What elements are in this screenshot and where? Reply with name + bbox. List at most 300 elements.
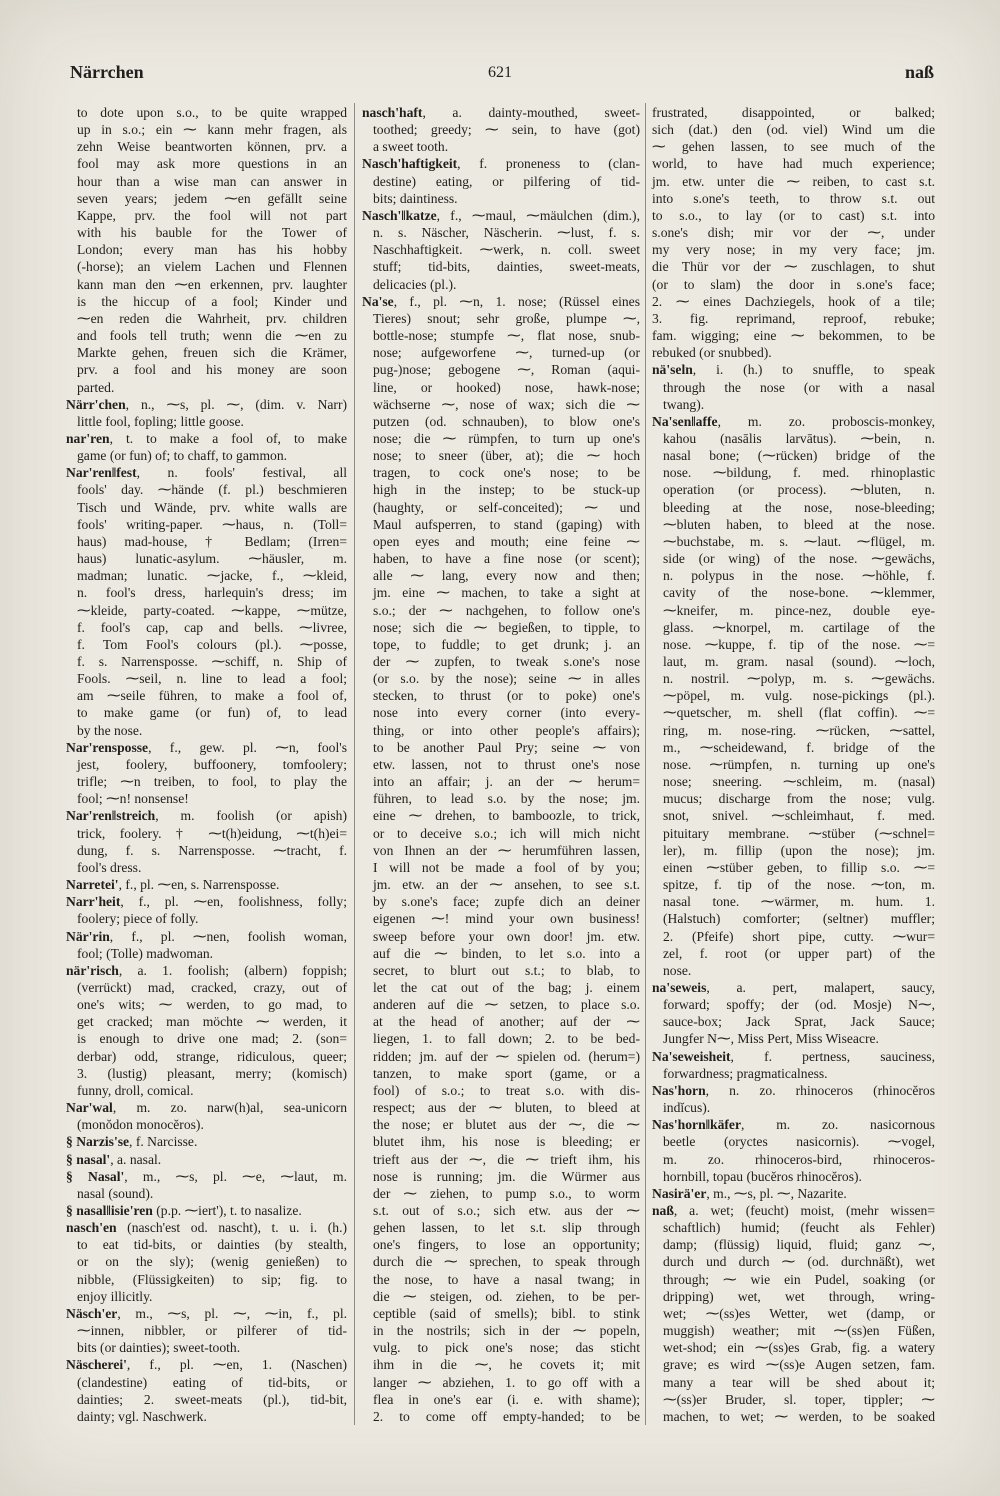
entry-line-row <box>77 155 347 172</box>
entry-line-row <box>373 224 640 241</box>
entry-line: ⁓buchstabe, m. s. ⁓laut. ⁓flügel, m. <box>663 533 935 549</box>
headword: nasch'haft <box>362 105 423 120</box>
entry-line-row <box>663 1322 935 1339</box>
entry-line: is the hiccup of a fool; Kinder und <box>77 293 347 309</box>
entry-line: or to deceive s.o.; ich will mich nicht <box>373 825 640 841</box>
entry-line-row <box>77 1082 347 1099</box>
entry-line: rebuked (or snubbed). <box>652 345 772 361</box>
entry-line-row <box>652 173 935 190</box>
entry-line: sauce-box; Jack Sprat, Jack Sauce; <box>663 1014 935 1030</box>
entry-line-row <box>373 1202 640 1219</box>
entry-line: m., ⁓scheidewand, f. bridge of the <box>663 739 935 755</box>
entry-line-row <box>77 1253 347 1270</box>
entry-line: (-horse); an vielem Lachen und Flennen <box>77 259 347 275</box>
entry-line: nose; die ⁓ rümpfen, to turn up one's <box>373 430 640 446</box>
entry-line: Nasirä'er, m., ⁓s, pl. ⁓, Nazarite. <box>652 1185 847 1201</box>
entry-line-row <box>77 1185 347 1202</box>
entry-line-row <box>652 190 935 207</box>
running-head-right: naß <box>904 62 934 82</box>
entry-line: kahou (nasālis larvātus). ⁓bein, n. <box>663 430 935 446</box>
entry-line-row <box>77 276 347 293</box>
entry-line: Nasch'‖katze, f., ⁓maul, ⁓mäulchen (dim.), <box>362 207 640 223</box>
dictionary-entry <box>66 807 347 876</box>
dictionary-entry <box>652 1048 935 1082</box>
entry-line: Naschhaftigkeit. ⁓werk, n. coll. sweet <box>373 242 640 258</box>
entry-line-row <box>652 1048 935 1065</box>
entry-line-row <box>77 859 347 876</box>
entry-line: fam. wigging; eine ⁓ bekommen, to be <box>652 328 935 344</box>
entry-line: 3. (lustig) pleasant, merry; (komisch) <box>77 1065 347 1081</box>
entry-line: § nasal‖isie'ren (p.p. ⁓iert'), t. to nasalize. <box>66 1203 302 1218</box>
entry-line: muggish) weather; mit ⁓(ss)en Füßen, <box>663 1323 935 1339</box>
headword: § Nasal' <box>66 1168 125 1184</box>
entry-line: one's fingers, to lose an opportunity; <box>373 1237 640 1253</box>
entry-line-row <box>652 155 935 172</box>
entry-line: när'risch, a. 1. foolish; (albern) foppish; <box>66 962 347 978</box>
entry-line-row <box>373 1013 640 1030</box>
entry-line: etw. lassen, not to thrust one's nose <box>373 756 640 772</box>
entry-line-row <box>663 550 935 567</box>
entry-line-row <box>652 121 935 138</box>
entry-line: Nar'wal, m. zo. narw(h)al, sea-unicorn <box>66 1100 347 1116</box>
entry-line: nasal (sound). <box>77 1185 154 1201</box>
dictionary-entry <box>66 1133 347 1150</box>
entry-line: Närr'chen, n., ⁓s, pl. ⁓, (dim. v. Narr) <box>66 396 347 412</box>
entry-line-row <box>66 1305 347 1322</box>
entry-line: ihm in die ⁓, he covets it; mit <box>373 1357 640 1373</box>
entry-line-row <box>663 396 935 413</box>
entry-line-row <box>373 396 640 413</box>
entry-line: wächserne ⁓, nose of wax; sich die ⁓ <box>373 396 640 412</box>
entry-line: nose; sich die ⁓ begießen, to tipple, to <box>373 619 640 635</box>
entry-line: durch die ⁓ sprechen, to speak through <box>373 1254 640 1270</box>
entry-line-row <box>663 619 935 636</box>
entry-line: haus) lunatic-asylum. ⁓häusler, m. <box>77 551 347 567</box>
entry-line-row <box>663 447 935 464</box>
entry-line: dainties; 2. sweet-meats (pl.), tid-bit, <box>77 1391 347 1407</box>
entry-line: von Ihnen an der ⁓ herumführen lassen, <box>373 842 640 858</box>
headword: Nasirä'er <box>652 1185 707 1201</box>
entry-line-row <box>77 499 347 516</box>
entry-line-row <box>77 756 347 773</box>
entry-line-row <box>663 567 935 584</box>
dictionary-entry <box>66 739 347 808</box>
entry-line-row <box>77 619 347 636</box>
entry-line-row <box>663 499 935 516</box>
entry-line: a sweet tooth. <box>373 139 449 155</box>
entry-line: der ⁓ ziehen, to pump s.o., to worm <box>373 1185 640 1201</box>
headword: Nasch'haftigkeit <box>362 156 458 172</box>
entry-line: into s.one's teeth, to throw s.t. out <box>652 190 935 206</box>
entry-line: secret, to blurt out s.t.; to blab, to <box>373 962 640 978</box>
entry-line-row <box>66 962 347 979</box>
dictionary-entry <box>66 1202 347 1219</box>
entry-line-row <box>373 1048 640 1065</box>
entry-line: nar'ren, t. to make a fool of, to make <box>66 430 347 446</box>
entry-line-row <box>66 1099 347 1116</box>
headword: nar'ren <box>66 430 110 446</box>
entry-line: zehn Weise beantworten können, prv. a <box>77 139 347 155</box>
entry-line: indĭcus). <box>663 1100 711 1116</box>
entry-line-row <box>66 928 347 945</box>
dictionary-entry <box>66 1219 347 1305</box>
entry-line: nose; sneering. ⁓schleim, m. (nasal) <box>663 774 935 790</box>
headword: nä'seln <box>652 362 693 378</box>
entry-line: in the nostrils; sich in der ⁓ popeln, <box>373 1323 640 1339</box>
entry-line-row <box>373 464 640 481</box>
entry-line-row <box>663 962 935 979</box>
entry-line-row <box>66 1151 347 1168</box>
entry-line: ⁓ gehen lassen, to see much of the <box>652 139 935 155</box>
entry-line-row <box>66 430 347 447</box>
entry-line: n. fool's dress, harlequin's dress; im <box>77 585 347 601</box>
entry-line: langer ⁓ abziehen, 1. to go off with a <box>373 1374 640 1390</box>
entry-line-row <box>373 241 640 258</box>
entry-line: Näscherei', f., pl. ⁓en, 1. (Naschen) <box>66 1357 347 1373</box>
entry-line: dainty; vgl. Naschwerk. <box>77 1408 207 1424</box>
entry-line: snot, snivel. ⁓schleimhaut, f. med. <box>663 808 935 824</box>
entry-line: schaftlich) humid; (feucht als Fehler) <box>663 1220 935 1236</box>
entry-line: many a tear will be shed about it; <box>663 1374 935 1390</box>
entry-line: respect; aus der ⁓ bluten, to bleed at <box>373 1100 640 1116</box>
entry-line: to s.o., to lay (or to cast) s.t. into <box>652 207 935 223</box>
entry-line: or on the sly); (wenig genießen) to <box>77 1254 347 1270</box>
entry-line: nose. <box>663 962 692 978</box>
entry-line-row <box>663 1236 935 1253</box>
entry-line: n. s. Näscher, Näscherin. ⁓lust, f. s. <box>373 225 640 241</box>
entry-line-row <box>77 207 347 224</box>
entry-line: § nasal', a. nasal. <box>66 1151 162 1167</box>
entry-line: gehen lassen, to let s.t. slip through <box>373 1220 640 1236</box>
entry-line-row <box>373 430 640 447</box>
entry-line: führen, to lead s.o. by the nose; jm. <box>373 791 640 807</box>
entry-line: bleeding at the nose, nose-bleeding; <box>663 499 935 515</box>
column-3 <box>652 104 935 1425</box>
entry-line: glass. ⁓knorpel, m. cartilage of the <box>663 619 935 635</box>
entry-line: grave; es wird ⁓(ss)e Augen setzen, fam. <box>663 1357 935 1373</box>
entry-line-row <box>373 1030 640 1047</box>
entry-line-row <box>373 996 640 1013</box>
entry-line: trieft aus der ⁓, die ⁓ trieft ihm, his <box>373 1151 640 1167</box>
entry-line-row <box>663 893 935 910</box>
entry-line: ⁓kneifer, m. pince-nez, double eye- <box>663 602 935 618</box>
entry-line-row <box>373 584 640 601</box>
entry-line-row <box>652 979 935 996</box>
entry-line: bits (or dainties); sweet-tooth. <box>77 1340 241 1356</box>
entry-line: ceptible (said of smells); bibl. to stink <box>373 1305 640 1321</box>
entry-line-row <box>373 1271 640 1288</box>
dictionary-entry <box>66 928 347 962</box>
dictionary-entry <box>362 104 640 155</box>
entry-line-row <box>373 636 640 653</box>
entry-line-row <box>77 1013 347 1030</box>
entry-line-row <box>373 773 640 790</box>
entry-line: jm. etw. unter die ⁓ reiben, to cast s.t. <box>652 173 935 189</box>
entry-line: nose. ⁓rümpfen, n. turning up one's <box>663 756 935 772</box>
entry-line-row <box>652 361 935 378</box>
entry-line: fool) of s.o.; to treat s.o. with dis- <box>373 1082 640 1098</box>
entry-line-row <box>66 807 347 824</box>
entry-line: fool's dress. <box>77 859 142 875</box>
entry-line: nasch'en (nasch'est od. nascht), t. u. i. (h.) <box>66 1220 347 1236</box>
entry-line: Nar'ren‖streich, m. foolish (or apish) <box>66 808 347 824</box>
entry-line-row <box>663 704 935 721</box>
dictionary-entry <box>652 1185 935 1202</box>
entry-line: nibble, (Flüssigkeiten) to sip; fig. to <box>77 1271 347 1287</box>
entry-line: enjoy illicitly. <box>77 1288 153 1304</box>
dictionary-entry <box>652 1082 935 1116</box>
entry-line-row <box>373 979 640 996</box>
entry-line-row <box>77 653 347 670</box>
entry-line: När'rin, f., pl. ⁓nen, foolish woman, <box>66 928 347 944</box>
entry-line-row <box>77 533 347 550</box>
entry-line-row <box>663 1168 935 1185</box>
dictionary-entry <box>652 979 935 1048</box>
entry-line-row <box>373 619 640 636</box>
page-number: 621 <box>488 64 512 81</box>
entry-line-row <box>373 1151 640 1168</box>
entry-line-row <box>373 447 640 464</box>
entry-line-row <box>373 1339 640 1356</box>
entry-line-row <box>373 704 640 721</box>
entry-line-row <box>652 1185 935 1202</box>
headword: Na'se <box>362 293 394 309</box>
entry-line: hornbill, topau (bucĕros rhinocĕros). <box>663 1168 862 1184</box>
entry-line-row <box>77 790 347 807</box>
headword: nasch'en <box>66 1220 117 1236</box>
entry-line: 2. to come off empty-handed; to be <box>373 1408 640 1424</box>
entry-line-row <box>77 1048 347 1065</box>
entry-line: auf die ⁓ binden, to let s.o. into a <box>373 945 640 961</box>
entry-line: side (or wing) of the nose. ⁓gewächs, <box>663 551 935 567</box>
entry-line: hour than a wise man can answer in <box>77 173 347 189</box>
entry-line-row <box>373 859 640 876</box>
entry-line-row <box>373 533 640 550</box>
entry-line: eigenen ⁓! mind your own business! <box>373 911 640 927</box>
entry-line: 2. (Pfeife) short pipe, cutty. ⁓wur= <box>663 928 935 944</box>
entry-line: by s.one's face; zupfe dich an deiner <box>373 894 640 910</box>
column-1 <box>66 104 347 1425</box>
headword: Nar'wal <box>66 1100 113 1116</box>
headword: Na'sen‖affe <box>652 413 718 429</box>
headword: Nar'ren‖streich <box>66 808 156 824</box>
entry-line: nasal tone. ⁓wärmer, m. hum. 1. <box>663 894 935 910</box>
entry-line: game (or fun) of; to chaff, to gammon. <box>77 448 288 464</box>
entry-line-row <box>663 1253 935 1270</box>
entry-line-row <box>663 379 935 396</box>
entry-line-row <box>373 670 640 687</box>
entry-line: trifle; ⁓n treiben, to fool, to play the <box>77 774 347 790</box>
entry-line: fools' writing-paper. ⁓haus, n. (Toll= <box>77 516 347 532</box>
entry-line: spitze, f. tip of the nose. ⁓ton, m. <box>663 877 935 893</box>
entry-line-row <box>77 447 347 464</box>
entry-line-row <box>373 361 640 378</box>
entry-line: world, to have had much experience; <box>652 156 935 172</box>
entry-line-row <box>663 464 935 481</box>
entry-line: Fools. ⁓seil, n. line to lead a fool; <box>77 671 347 687</box>
entry-line-row <box>362 293 640 310</box>
entry-line-row <box>663 945 935 962</box>
entry-line: get cracked; man möchte ⁓ werden, it <box>77 1014 347 1030</box>
entry-line-row <box>66 1133 347 1150</box>
dictionary-entry <box>362 293 640 1425</box>
headword: § nasal' <box>66 1151 111 1167</box>
entry-line-row <box>373 550 640 567</box>
entry-line: madman; lunatic. ⁓jacke, f., ⁓kleid, <box>77 568 347 584</box>
entry-line-row <box>373 1219 640 1236</box>
entry-line-row <box>652 207 935 224</box>
entry-line-row <box>373 928 640 945</box>
entry-line: nasch'haft, a. dainty-mouthed, sweet- <box>362 105 640 120</box>
dictionary-entry <box>66 1099 347 1133</box>
entry-line-row <box>77 773 347 790</box>
entry-line: Tisch und Wände, prv. white walls are <box>77 499 347 515</box>
dictionary-entry <box>66 876 347 893</box>
entry-line-row <box>663 1288 935 1305</box>
dictionary-entry <box>66 396 347 430</box>
entry-line-row <box>652 293 935 310</box>
entry-line-row <box>663 602 935 619</box>
entry-line-row <box>373 1322 640 1339</box>
entry-line: beetle (oryctes nasicornis). ⁓vogel, <box>663 1134 935 1150</box>
entry-line: fools' day. ⁓hände (f. pl.) beschmieren <box>77 482 347 498</box>
entry-line: vulg. to pick one's nose; das sticht <box>373 1340 640 1356</box>
entry-line-row <box>77 1116 347 1133</box>
entry-line-row <box>663 653 935 670</box>
entry-line: little fool, fopling; little goose. <box>77 413 244 429</box>
headword: när'risch <box>66 962 119 978</box>
entry-line-row <box>663 670 935 687</box>
entry-line: ⁓pöpel, m. vulg. nose-pickings (pl.). <box>663 688 935 704</box>
entry-line-row <box>663 790 935 807</box>
entry-line-row <box>652 344 935 361</box>
entry-line: Narr'heit, f., pl. ⁓en, foolishness, folly; <box>66 894 347 910</box>
entry-line-row <box>663 1356 935 1373</box>
entry-line: Näsch'er, m., ⁓s, pl. ⁓, ⁓in, f., pl. <box>66 1305 347 1321</box>
entry-line: § Nasal', m., ⁓s, pl. ⁓e, ⁓laut, m. <box>66 1168 347 1184</box>
entry-line-row <box>663 996 935 1013</box>
entry-line-row <box>373 602 640 619</box>
entry-line: haus) mad-house, † Bedlam; (Irren= <box>77 533 347 549</box>
entry-line-row <box>373 1168 640 1185</box>
entry-line-row <box>663 859 935 876</box>
entry-line-row <box>77 379 347 396</box>
entry-line: zel, f. root (or upper part) of the <box>663 945 935 961</box>
entry-line-row <box>373 1236 640 1253</box>
entry-line-row <box>77 1288 347 1305</box>
entry-line-row <box>663 1271 935 1288</box>
entry-line-row <box>66 464 347 481</box>
entry-line-row <box>373 173 640 190</box>
entry-line: sweep before your own door! jm. etw. <box>373 928 640 944</box>
entry-line: toothed; greedy; ⁓ sein, to have (got) <box>373 122 640 138</box>
entry-line: ⁓bluten haben, to bleed at the nose. <box>663 516 935 532</box>
entry-line: stuff; tid-bits, dainties, sweet-meats, <box>373 259 640 275</box>
entry-line: ler), m. fillip (upon the nose); jm. <box>663 842 935 858</box>
entry-line-row <box>66 1356 347 1373</box>
entry-line: stecken, to thrust (or to poke) one's <box>373 688 640 704</box>
entry-line: frustrated, disappointed, or balked; <box>652 105 935 120</box>
entry-line-row <box>373 1408 640 1425</box>
entry-line: (monŏdon monocĕros). <box>77 1117 204 1133</box>
entry-line-row <box>663 910 935 927</box>
entry-line-row <box>652 104 935 121</box>
entry-line: up in s.o.; ein ⁓ kann mehr fragen, als <box>77 122 347 138</box>
entry-line: kann man den ⁓en erkennen, prv. laughter <box>77 276 347 292</box>
entry-line: m. zo. rhinoceros-bird, rhinoceros- <box>663 1151 935 1167</box>
entry-line-row <box>373 499 640 516</box>
entry-line-row <box>663 722 935 739</box>
entry-line-row <box>77 636 347 653</box>
entry-line: thing, or into other people's affairs); <box>373 722 640 738</box>
entry-line: to be another Paul Pry; seine ⁓ von <box>373 739 640 755</box>
entry-line: (verrückt) mad, cracked, crazy, out of <box>77 979 347 995</box>
entry-line: pug-)nose; gebogene ⁓, Roman (aqui- <box>373 362 640 378</box>
entry-line: f. s. Narrensposse. ⁓schiff, n. Ship of <box>77 654 347 669</box>
entry-line: alle ⁓ lang, every now and then; <box>373 568 640 584</box>
entry-line: forwardness; pragmaticalness. <box>663 1065 828 1081</box>
headword: Nasch'‖katze <box>362 207 437 223</box>
entry-line-row <box>77 481 347 498</box>
entry-line: f. Tom Fool's colours (pl.). ⁓posse, <box>77 636 347 652</box>
entry-line: Na'seweisheit, f. pertness, sauciness, <box>652 1048 935 1064</box>
entry-line: jm. eine ⁓ machen, to take a sight at <box>373 585 640 601</box>
entry-line-row <box>663 1099 935 1116</box>
entry-line: parted. <box>77 379 115 395</box>
entry-line-row <box>66 1202 347 1219</box>
entry-line: nasal bone; (⁓rücken) bridge of the <box>663 448 935 464</box>
entry-line: nose is running; jm. die Würmer aus <box>373 1168 640 1184</box>
dictionary-entry <box>652 361 935 412</box>
entry-line-row <box>663 876 935 893</box>
entry-line: ⁓innen, nibbler, or pilferer of tid- <box>77 1323 347 1339</box>
entry-line: fool may ask more questions in an <box>77 156 347 172</box>
entry-line-row <box>362 155 640 172</box>
entry-line-row <box>66 876 347 893</box>
entry-line-row <box>373 1099 640 1116</box>
entry-line: s.o.; der ⁓ nachgehen, to follow one's <box>373 602 640 618</box>
entry-line: naß, a. wet; (feucht) moist, (mehr wissen= <box>652 1203 935 1218</box>
dictionary-entry <box>652 1116 935 1185</box>
entry-line-row <box>77 241 347 258</box>
entry-line: is enough to drive one mad; 2. (son= <box>77 1031 347 1047</box>
entry-line: der ⁓ zupfen, to tweak s.one's nose <box>373 654 640 669</box>
entry-line-row <box>663 1374 935 1391</box>
entry-line: Nasch'haftigkeit, f. proneness to (clan- <box>362 156 640 172</box>
entry-line-row <box>663 533 935 550</box>
entry-line: 2. ⁓ eines Dachziegels, hook of a tile; <box>652 293 935 309</box>
entry-line: Nar'ren‖fest, n. fools' festival, all <box>66 465 347 481</box>
entry-line-row <box>663 1339 935 1356</box>
entry-line: through; ⁓ wie ein Pudel, soaking (or <box>663 1271 935 1287</box>
dictionary-entry <box>66 1168 347 1202</box>
entry-line: flea in one's ear (i. e. with shame); <box>373 1391 640 1407</box>
entry-line-row <box>373 567 640 584</box>
entry-line: London; every man has his hobby <box>77 242 347 258</box>
entry-line-row <box>77 1030 347 1047</box>
entry-line: nose. ⁓kuppe, f. tip of the nose. ⁓= <box>663 636 935 652</box>
entry-line: to eat tid-bits, or dainties (by stealth, <box>77 1237 347 1253</box>
entry-line-row <box>373 258 640 275</box>
headword: Näsch'er <box>66 1305 118 1321</box>
entry-line-row <box>77 310 347 327</box>
entry-line: anderen auf die ⁓ setzen, to place s.o. <box>373 997 640 1013</box>
entry-line-row <box>652 1202 935 1219</box>
entry-line-row <box>663 636 935 653</box>
entry-line-row <box>663 825 935 842</box>
entry-line: let the cat out of the bag; j. einem <box>373 979 640 995</box>
entry-line-row <box>663 842 935 859</box>
